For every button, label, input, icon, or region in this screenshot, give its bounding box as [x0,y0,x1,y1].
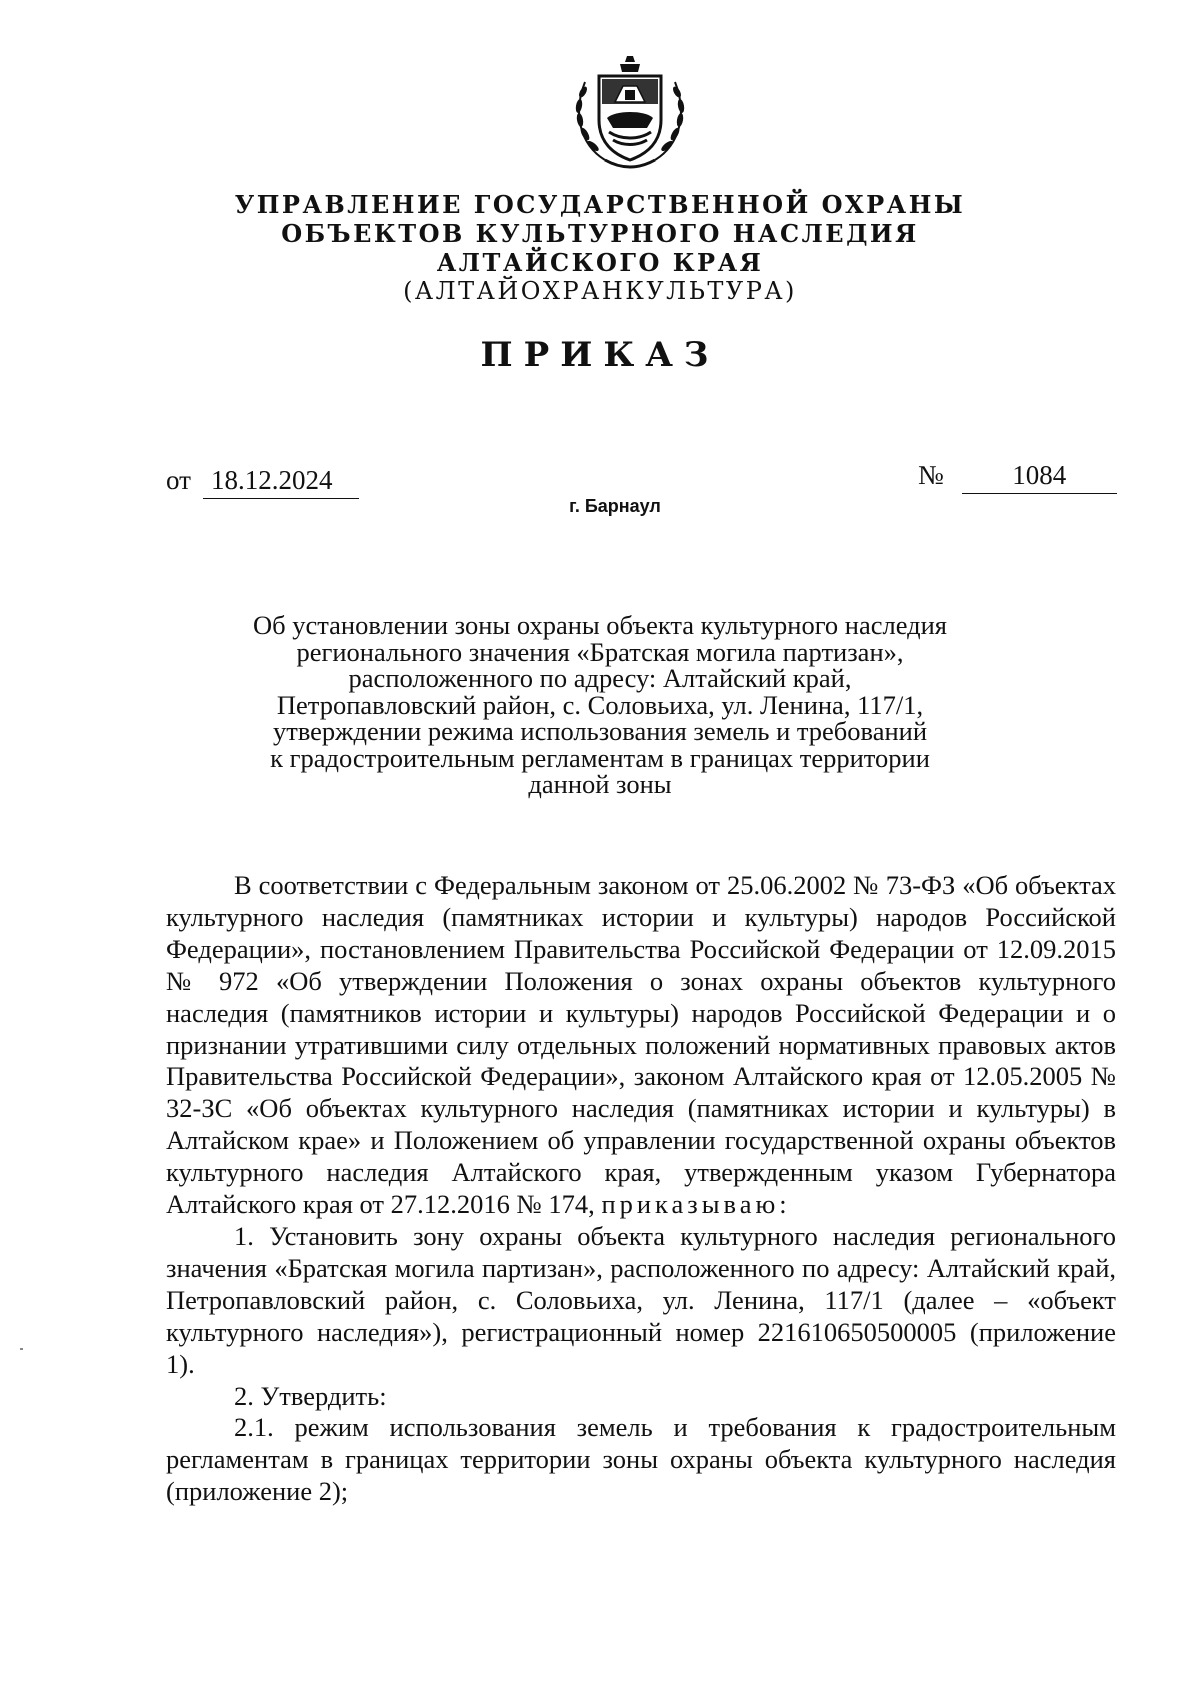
scan-speck [20,1348,23,1350]
org-name-line1: УПРАВЛЕНИЕ ГОСУДАРСТВЕННОЙ ОХРАНЫ [234,190,966,219]
org-name-line2: ОБЪЕКТОВ КУЛЬТУРНОГО НАСЛЕДИЯ [281,219,919,248]
subject-line: утверждении режима использования земель и требований [272,716,928,746]
number-label: № [918,460,944,490]
org-name-line3: АЛТАЙСКОГО КРАЯ [436,248,764,277]
subject-line: регионального значения «Братская могила партизан», [296,636,904,667]
order-word: приказываю: [601,1189,791,1220]
item-2-paragraph: 2. Утвердить: [234,1380,387,1411]
number-line [918,460,1117,494]
date-value: 18.12.2024 [203,465,359,499]
city: г. Барнаул [569,496,661,516]
subject-line: Об установлении зоны охраны объекта культурного наследия [253,610,947,640]
item-1-paragraph: 1. Установить зону охраны объекта культурного наследия регионального значения «Братская могила партизан», расположенного по адресу: Алтайский край, Петропавловский район, с. Соловьиха, ул. Ленина, 117/1 (далее – «объект культурного наследия»), регистрационный номер 221610650500005 (приложение 1). [166,1220,1116,1379]
subject-block [200,612,1000,798]
preamble-text: В соответствии с Федеральным законом от 25.06.2002 № 73-ФЗ «Об объектах культурного наследия (памятниках истории и культуры) народов Российской Федерации», постановлением Правительства Российской Федерации от 12.09.2015 № 972 «Об утверждении Положения о зонах охраны объектов культурного наследия (памятников истории и культуры) народов Российской Федерации и о признании утратившими силу отдельных положений нормативных правовых актов Правительства Российской Федерации», законом Алтайского края от 12.05.2005 № 32-ЗС «Об объектах культурного наследия (памятниках истории и культуры) в Алтайском крае» и Положением об управлении государственной охраны объектов культурного наследия Алтайского края, утвержденным указом Губернатора Алтайского края от 27.12.2016 № 174, [166,870,1116,1220]
preamble-paragraph [166,870,1116,1221]
item-2-1-paragraph: 2.1. режим использования земель и требования к градостроительным регламентам в границах территории зоны охраны объекта культурного наследия (приложение 2); [166,1412,1116,1507]
subject-line: Петропавловский район, с. Соловьиха, ул. Ленина, 117/1, [276,689,924,720]
date-label: от [166,465,191,495]
subject-line: расположенного по адресу: Алтайский край, [348,663,852,693]
coat-of-arms-icon [565,48,695,180]
organization-header [0,190,1200,306]
document-body [166,870,1116,1508]
document-title: ПРИКАЗ [480,335,720,375]
org-short-name: (АЛТАЙОХРАНКУЛЬТУРА) [403,277,797,305]
subject-line: данной зоны [528,769,672,799]
number-value: 1084 [962,460,1117,494]
subject-line: к градостроительным регламентам в границах территории [270,742,930,773]
date-line [166,465,359,499]
